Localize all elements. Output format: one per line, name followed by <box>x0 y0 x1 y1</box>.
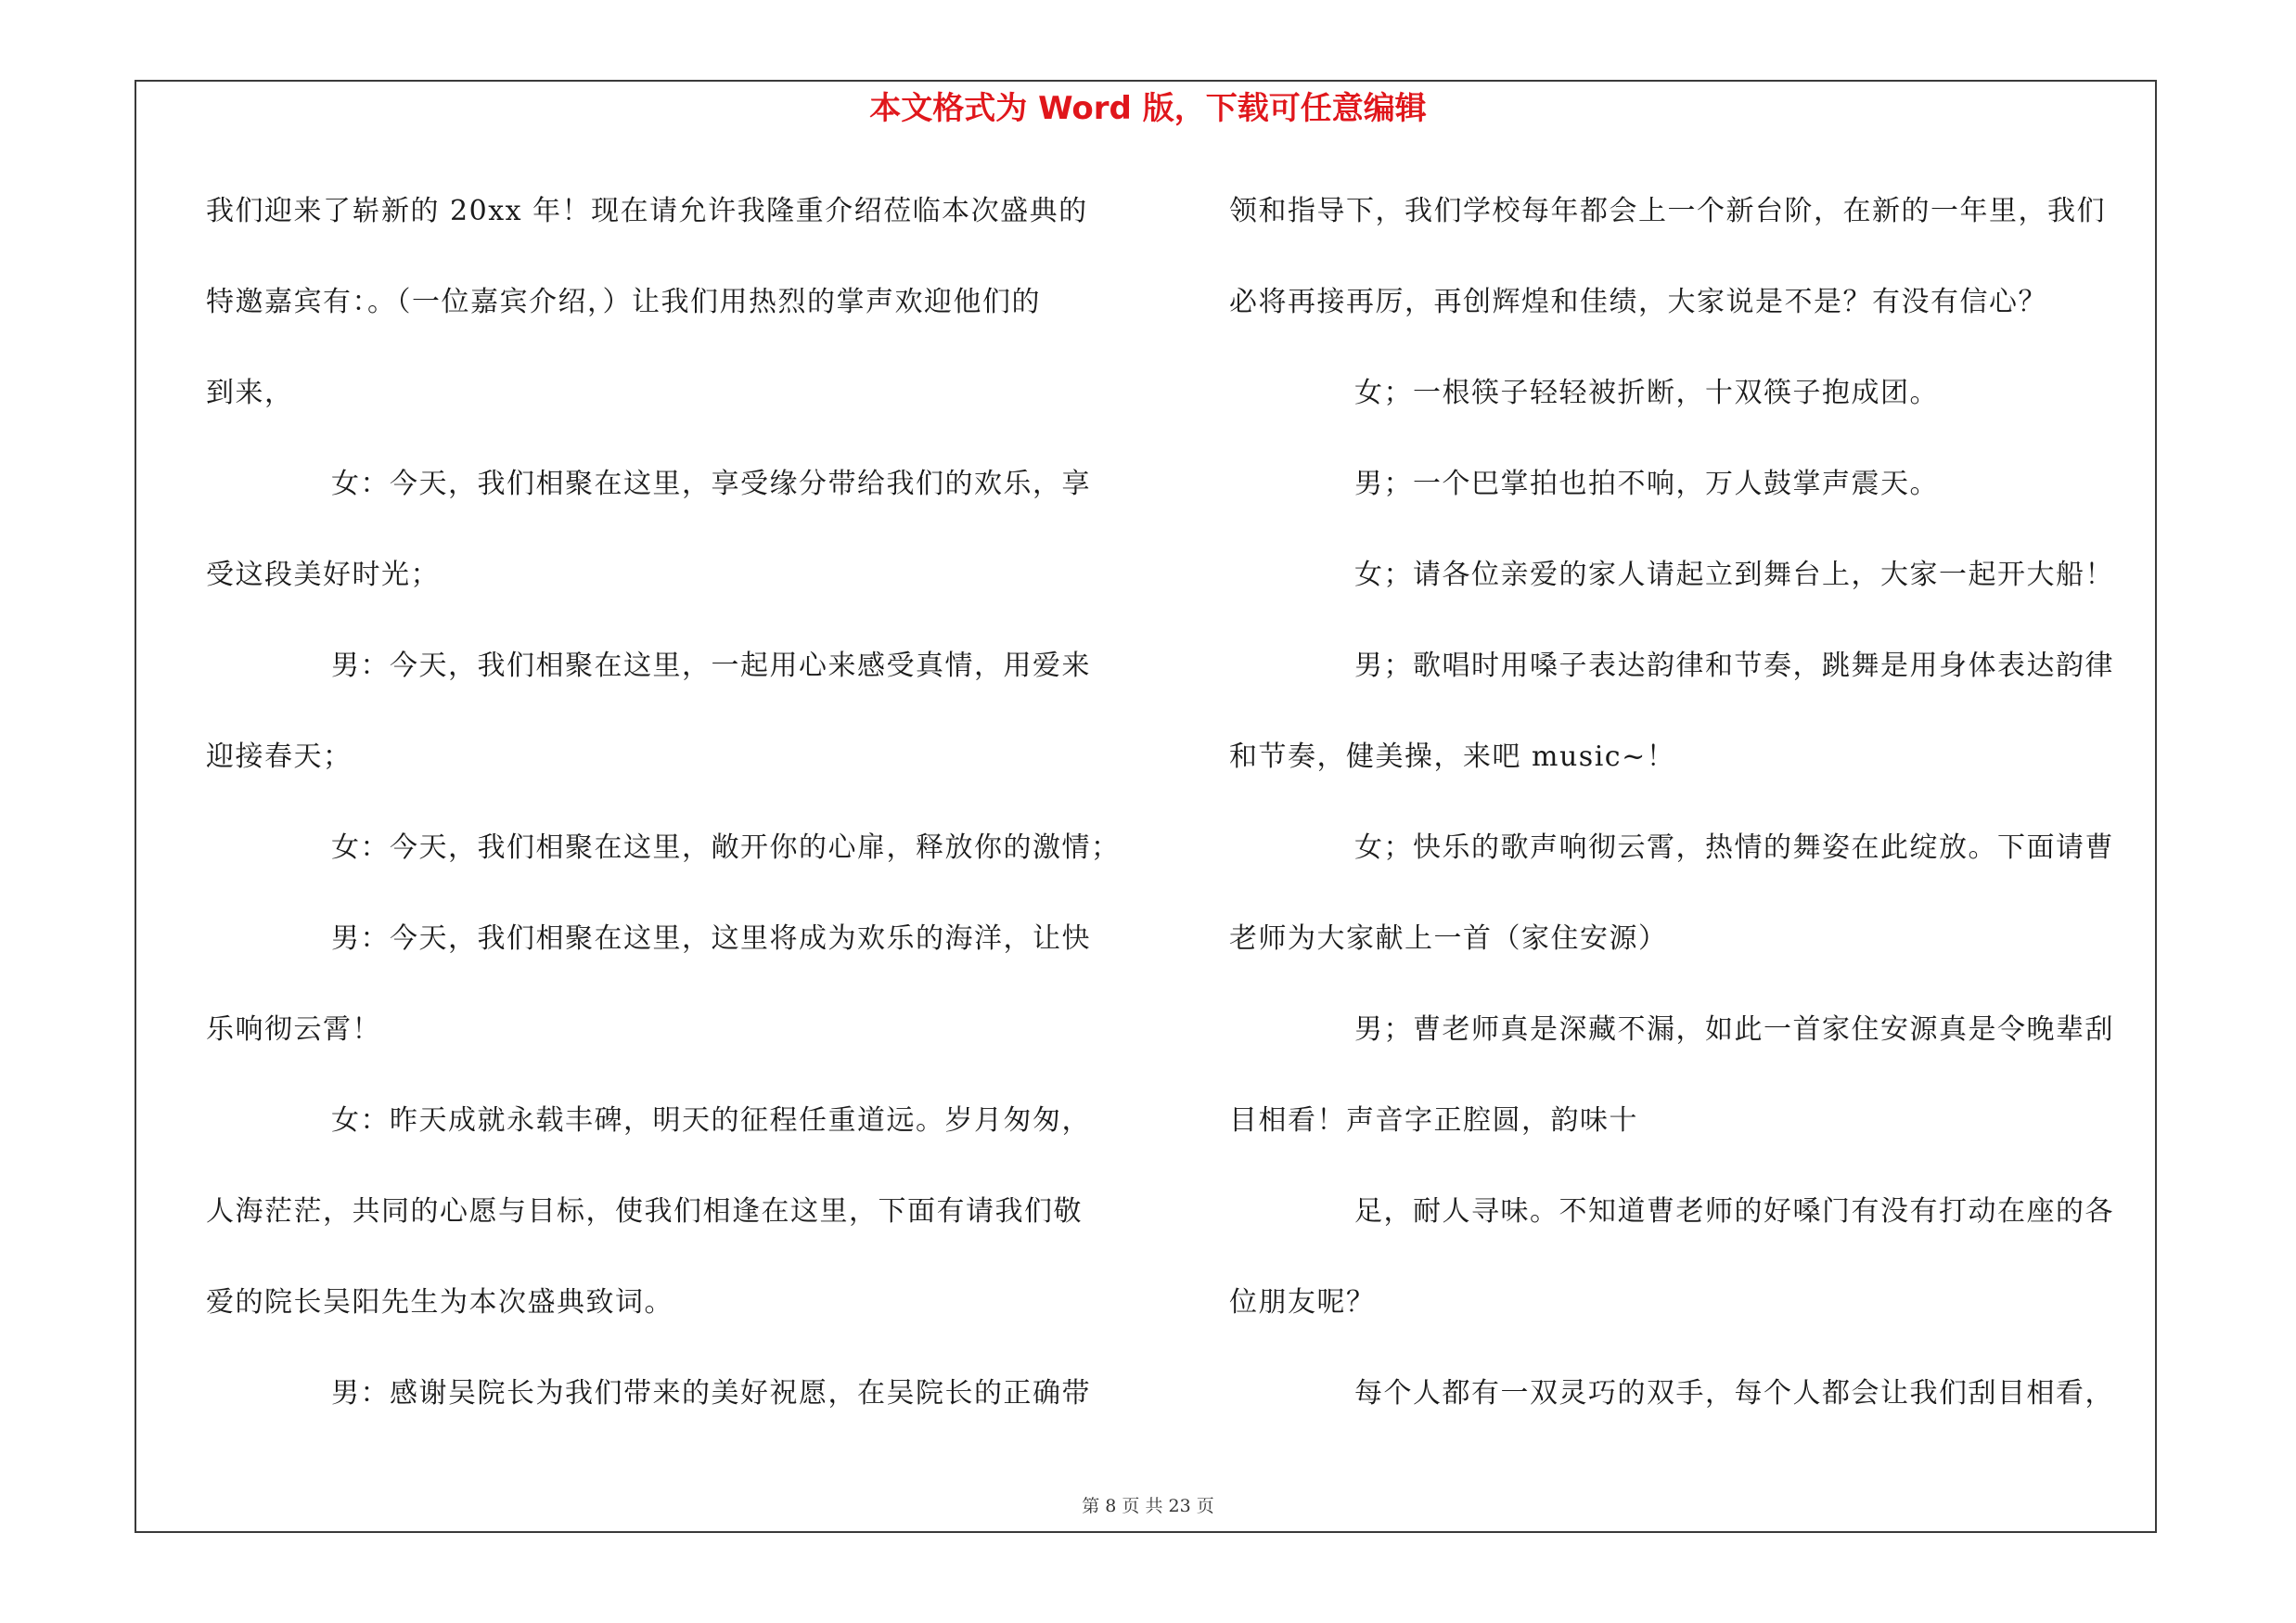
text-line: 老师为大家献上一首（家住安源） <box>1229 922 1668 955</box>
text-line: 足，耐人寻味。不知道曹老师的好嗓门有没有打动在座的各 <box>1354 1195 2114 1228</box>
text-line: 男：感谢吴院长为我们带来的美好祝愿，在吴院长的正确带 <box>331 1377 1091 1410</box>
right-text-column <box>1229 179 2175 1452</box>
text-line: 乐响彻云霄！ <box>206 1013 381 1046</box>
text-line: 领和指导下，我们学校每年都会上一个新台阶，在新的一年里，我们 <box>1229 195 2106 227</box>
text-line: 目相看！声音字正腔圆，韵味十 <box>1229 1104 1638 1137</box>
text-line: 男；一个巴掌拍也拍不响，万人鼓掌声震天。 <box>1354 468 1939 500</box>
text-line: 必将再接再厉，再创辉煌和佳绩，大家说是不是？有没有信心？ <box>1229 286 2047 318</box>
text-line: 男：今天，我们相聚在这里，这里将成为欢乐的海洋，让快 <box>331 922 1091 955</box>
text-line: 女；请各位亲爱的家人请起立到舞台上，大家一起开大船！ <box>1354 559 2114 591</box>
text-line: 位朋友呢？ <box>1229 1286 1376 1319</box>
text-line: 女：今天，我们相聚在这里，享受缘分带给我们的欢乐，享 <box>331 468 1091 500</box>
format-banner: 本文格式为 Word 版，下载可任意编辑 <box>869 90 1427 127</box>
text-line: 我们迎来了崭新的 20xx 年！现在请允许我隆重介绍莅临本次盛典的 <box>206 195 1088 227</box>
text-line: 女：今天，我们相聚在这里，敞开你的心扉，释放你的激情； <box>331 831 1121 864</box>
text-line: 每个人都有一双灵巧的双手，每个人都会让我们刮目相看， <box>1354 1377 2114 1410</box>
text-line: 女；一根筷子轻轻被折断，十双筷子抱成团。 <box>1354 377 1939 409</box>
text-line: 女：昨天成就永载丰碑，明天的征程任重道远。岁月匆匆， <box>331 1104 1091 1137</box>
text-line: 人海茫茫，共同的心愿与目标，使我们相逢在这里，下面有请我们敬 <box>206 1195 1083 1228</box>
text-line: 男；曹老师真是深藏不漏，如此一首家住安源真是令晚辈刮 <box>1354 1013 2114 1046</box>
text-line: 男；歌唱时用嗓子表达韵律和节奏，跳舞是用身体表达韵律 <box>1354 650 2114 682</box>
text-line: 女；快乐的歌声响彻云霄，热情的舞姿在此绽放。下面请曹 <box>1354 831 2114 864</box>
text-line: 到来， <box>206 377 294 409</box>
text-line: 和节奏，健美操，来吧 music~！ <box>1229 741 1676 773</box>
text-line: 爱的院长吴阳先生为本次盛典致词。 <box>206 1286 673 1319</box>
text-line: 男：今天，我们相聚在这里，一起用心来感受真情，用爱来 <box>331 650 1091 682</box>
text-line: 特邀嘉宾有：。（一位嘉宾介绍，）让我们用热烈的掌声欢迎他们的 <box>206 286 1041 318</box>
text-line: 迎接春天； <box>206 741 353 773</box>
text-line: 受这段美好时光； <box>206 559 440 591</box>
page-number-footer: 第 8 页 共 23 页 <box>1082 1496 1214 1516</box>
left-text-column <box>206 179 1152 1452</box>
